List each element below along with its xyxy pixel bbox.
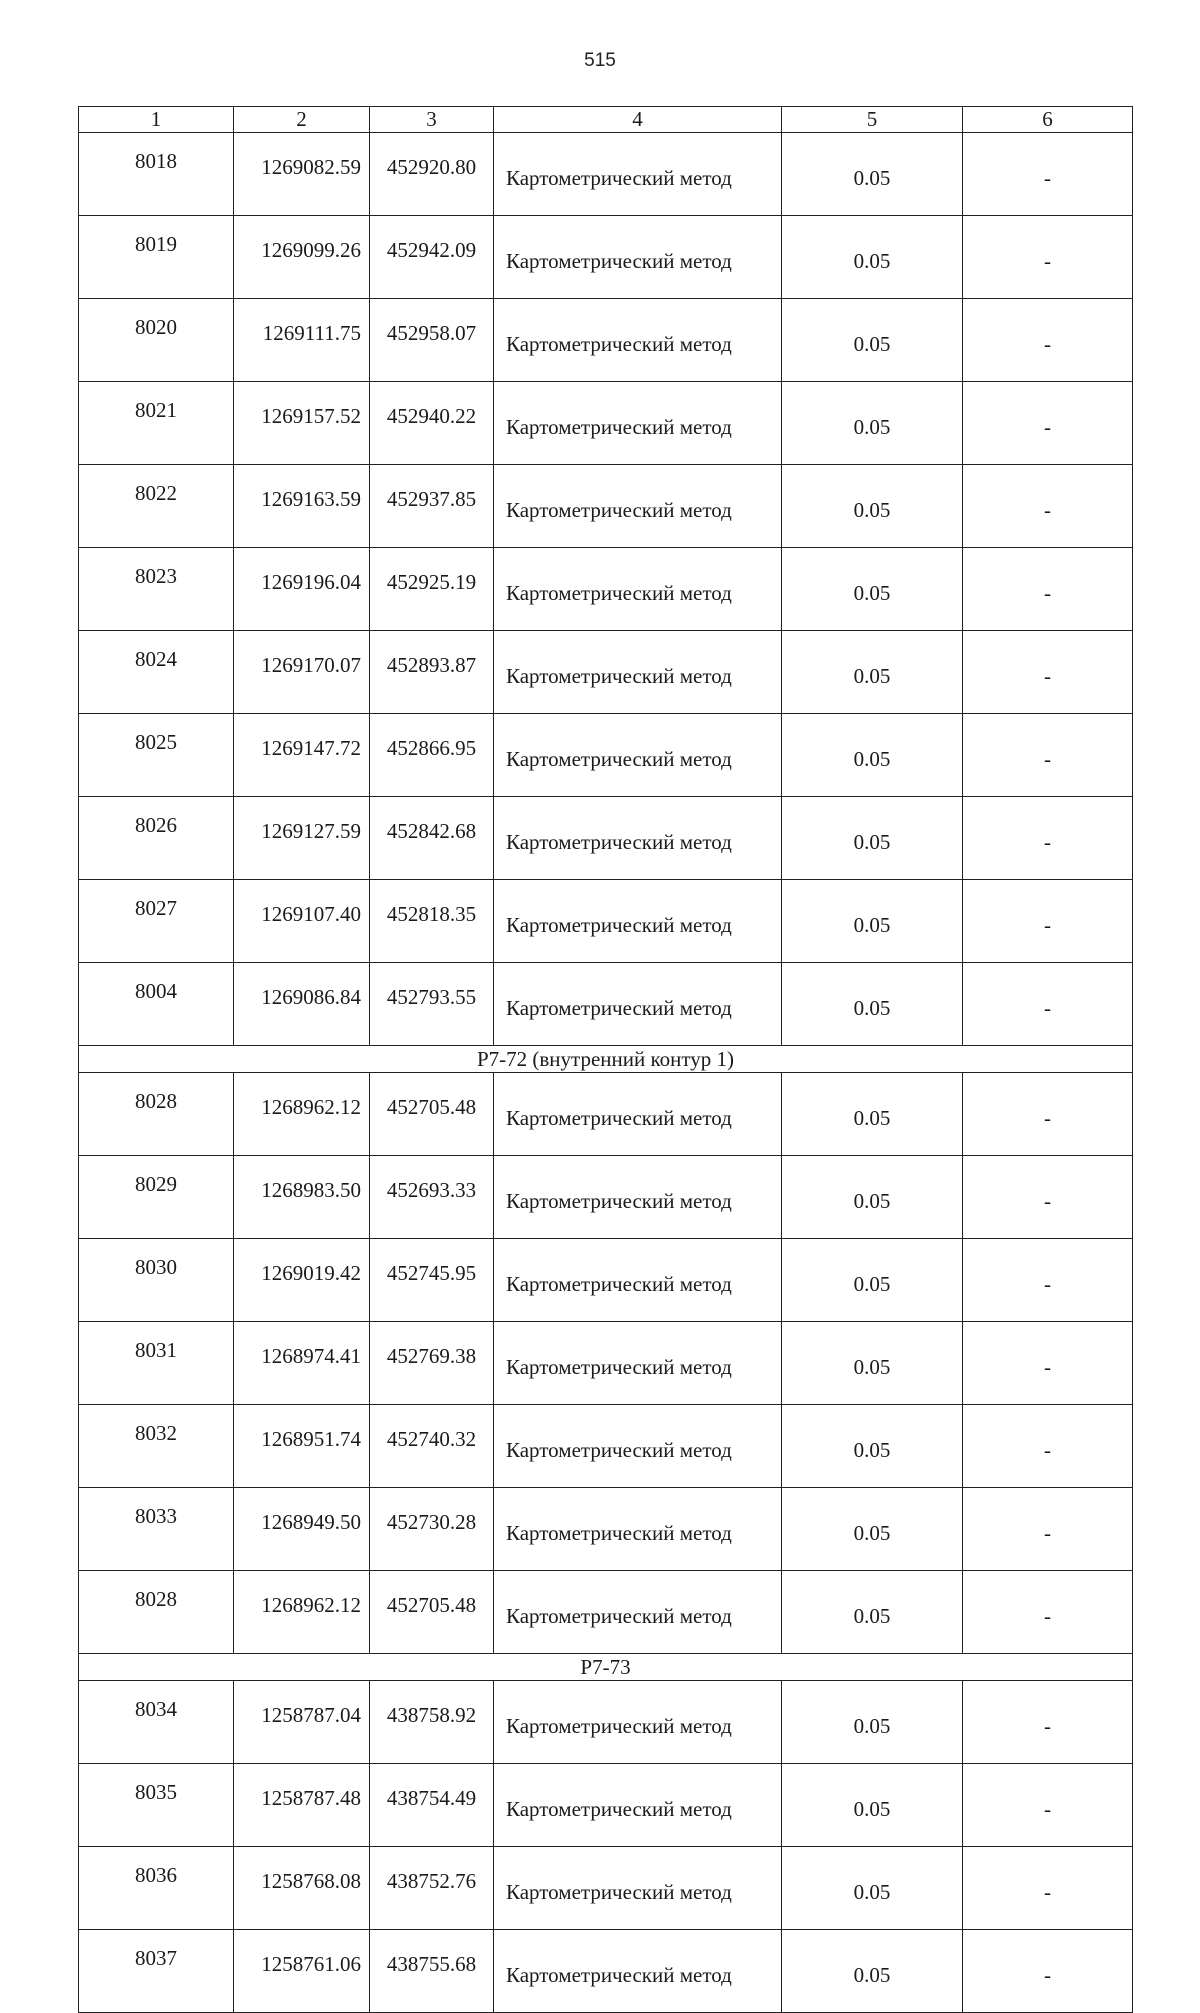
section-title: Р7-72 (внутренний контур 1) — [79, 1046, 1133, 1073]
point-number-cell: 8032 — [79, 1405, 234, 1488]
error-cell: 0.05 — [782, 714, 963, 797]
section-header-row — [79, 1046, 1133, 1073]
y-coordinate-cell: 438758.92 — [370, 1681, 494, 1764]
table-row — [79, 631, 1133, 714]
table-row — [79, 1681, 1133, 1764]
method-cell: Картометрический метод — [494, 963, 782, 1046]
point-number-cell: 8033 — [79, 1488, 234, 1571]
description-cell: - — [963, 880, 1133, 963]
error-cell: 0.05 — [782, 1073, 963, 1156]
y-coordinate-cell: 452705.48 — [370, 1073, 494, 1156]
description-cell: - — [963, 1405, 1133, 1488]
description-cell: - — [963, 1847, 1133, 1930]
x-coordinate-cell: 1269127.59 — [234, 797, 370, 880]
description-cell: - — [963, 797, 1133, 880]
method-cell: Картометрический метод — [494, 714, 782, 797]
y-coordinate-cell: 452940.22 — [370, 382, 494, 465]
method-cell: Картометрический метод — [494, 1488, 782, 1571]
table-row — [79, 1571, 1133, 1654]
x-coordinate-cell: 1269111.75 — [234, 299, 370, 382]
description-cell: - — [963, 382, 1133, 465]
point-number-cell: 8027 — [79, 880, 234, 963]
y-coordinate-cell: 452937.85 — [370, 465, 494, 548]
table-row — [79, 465, 1133, 548]
header-col-3: 3 — [370, 107, 494, 133]
x-coordinate-cell: 1269099.26 — [234, 216, 370, 299]
error-cell: 0.05 — [782, 797, 963, 880]
table-row — [79, 216, 1133, 299]
point-number-cell: 8035 — [79, 1764, 234, 1847]
error-cell: 0.05 — [782, 1488, 963, 1571]
x-coordinate-cell: 1258787.48 — [234, 1764, 370, 1847]
method-cell: Картометрический метод — [494, 1681, 782, 1764]
error-cell: 0.05 — [782, 382, 963, 465]
description-cell: - — [963, 714, 1133, 797]
y-coordinate-cell: 452818.35 — [370, 880, 494, 963]
page-number: 515 — [584, 50, 616, 71]
error-cell: 0.05 — [782, 1847, 963, 1930]
point-number-cell: 8030 — [79, 1239, 234, 1322]
point-number-cell: 8023 — [79, 548, 234, 631]
description-cell: - — [963, 216, 1133, 299]
table-row — [79, 714, 1133, 797]
y-coordinate-cell: 452893.87 — [370, 631, 494, 714]
y-coordinate-cell: 438755.68 — [370, 1930, 494, 2013]
x-coordinate-cell: 1268974.41 — [234, 1322, 370, 1405]
x-coordinate-cell: 1269082.59 — [234, 133, 370, 216]
table-row — [79, 382, 1133, 465]
header-col-1: 1 — [79, 107, 234, 133]
table-row — [79, 299, 1133, 382]
x-coordinate-cell: 1269170.07 — [234, 631, 370, 714]
x-coordinate-cell: 1268962.12 — [234, 1571, 370, 1654]
method-cell: Картометрический метод — [494, 465, 782, 548]
y-coordinate-cell: 452842.68 — [370, 797, 494, 880]
point-number-cell: 8037 — [79, 1930, 234, 2013]
x-coordinate-cell: 1269147.72 — [234, 714, 370, 797]
header-col-4: 4 — [494, 107, 782, 133]
y-coordinate-cell: 452958.07 — [370, 299, 494, 382]
section-header-row — [79, 1654, 1133, 1681]
x-coordinate-cell: 1258761.06 — [234, 1930, 370, 2013]
table-row — [79, 1239, 1133, 1322]
description-cell: - — [963, 548, 1133, 631]
y-coordinate-cell: 452730.28 — [370, 1488, 494, 1571]
table-row — [79, 1847, 1133, 1930]
table-row — [79, 1405, 1133, 1488]
table-row — [79, 880, 1133, 963]
header-col-5: 5 — [782, 107, 963, 133]
x-coordinate-cell: 1268983.50 — [234, 1156, 370, 1239]
x-coordinate-cell: 1268962.12 — [234, 1073, 370, 1156]
x-coordinate-cell: 1268951.74 — [234, 1405, 370, 1488]
point-number-cell: 8034 — [79, 1681, 234, 1764]
x-coordinate-cell: 1269107.40 — [234, 880, 370, 963]
table-row — [79, 963, 1133, 1046]
x-coordinate-cell: 1269157.52 — [234, 382, 370, 465]
method-cell: Картометрический метод — [494, 1930, 782, 2013]
error-cell: 0.05 — [782, 465, 963, 548]
description-cell: - — [963, 1322, 1133, 1405]
y-coordinate-cell: 452920.80 — [370, 133, 494, 216]
method-cell: Картометрический метод — [494, 1156, 782, 1239]
error-cell: 0.05 — [782, 1239, 963, 1322]
x-coordinate-cell: 1269196.04 — [234, 548, 370, 631]
y-coordinate-cell: 452925.19 — [370, 548, 494, 631]
table-row — [79, 548, 1133, 631]
method-cell: Картометрический метод — [494, 1405, 782, 1488]
header-row — [79, 107, 1133, 133]
description-cell: - — [963, 631, 1133, 714]
x-coordinate-cell: 1269019.42 — [234, 1239, 370, 1322]
description-cell: - — [963, 1571, 1133, 1654]
table-row — [79, 1322, 1133, 1405]
error-cell: 0.05 — [782, 548, 963, 631]
error-cell: 0.05 — [782, 1322, 963, 1405]
description-cell: - — [963, 1681, 1133, 1764]
table-row — [79, 1488, 1133, 1571]
method-cell: Картометрический метод — [494, 880, 782, 963]
method-cell: Картометрический метод — [494, 299, 782, 382]
y-coordinate-cell: 452705.48 — [370, 1571, 494, 1654]
error-cell: 0.05 — [782, 880, 963, 963]
y-coordinate-cell: 452740.32 — [370, 1405, 494, 1488]
point-number-cell: 8022 — [79, 465, 234, 548]
y-coordinate-cell: 452769.38 — [370, 1322, 494, 1405]
point-number-cell: 8029 — [79, 1156, 234, 1239]
x-coordinate-cell: 1268949.50 — [234, 1488, 370, 1571]
point-number-cell: 8026 — [79, 797, 234, 880]
table-row — [79, 797, 1133, 880]
error-cell: 0.05 — [782, 299, 963, 382]
method-cell: Картометрический метод — [494, 1239, 782, 1322]
header-col-2: 2 — [234, 107, 370, 133]
section-title: Р7-73 — [79, 1654, 1133, 1681]
point-number-cell: 8025 — [79, 714, 234, 797]
description-cell: - — [963, 1764, 1133, 1847]
header-col-6: 6 — [963, 107, 1133, 133]
y-coordinate-cell: 438754.49 — [370, 1764, 494, 1847]
description-cell: - — [963, 1488, 1133, 1571]
error-cell: 0.05 — [782, 631, 963, 714]
point-number-cell: 8018 — [79, 133, 234, 216]
error-cell: 0.05 — [782, 1764, 963, 1847]
method-cell: Картометрический метод — [494, 631, 782, 714]
coordinates-table — [78, 106, 1133, 2013]
error-cell: 0.05 — [782, 963, 963, 1046]
point-number-cell: 8024 — [79, 631, 234, 714]
description-cell: - — [963, 133, 1133, 216]
point-number-cell: 8019 — [79, 216, 234, 299]
error-cell: 0.05 — [782, 1930, 963, 2013]
error-cell: 0.05 — [782, 1681, 963, 1764]
table-row — [79, 1156, 1133, 1239]
x-coordinate-cell: 1258768.08 — [234, 1847, 370, 1930]
description-cell: - — [963, 299, 1133, 382]
table-row — [79, 133, 1133, 216]
y-coordinate-cell: 438752.76 — [370, 1847, 494, 1930]
point-number-cell: 8031 — [79, 1322, 234, 1405]
x-coordinate-cell: 1258787.04 — [234, 1681, 370, 1764]
point-number-cell: 8036 — [79, 1847, 234, 1930]
y-coordinate-cell: 452745.95 — [370, 1239, 494, 1322]
method-cell: Картометрический метод — [494, 216, 782, 299]
y-coordinate-cell: 452693.33 — [370, 1156, 494, 1239]
y-coordinate-cell: 452942.09 — [370, 216, 494, 299]
error-cell: 0.05 — [782, 216, 963, 299]
method-cell: Картометрический метод — [494, 1847, 782, 1930]
description-cell: - — [963, 1239, 1133, 1322]
method-cell: Картометрический метод — [494, 1073, 782, 1156]
description-cell: - — [963, 1073, 1133, 1156]
point-number-cell: 8020 — [79, 299, 234, 382]
method-cell: Картометрический метод — [494, 548, 782, 631]
method-cell: Картометрический метод — [494, 1571, 782, 1654]
y-coordinate-cell: 452793.55 — [370, 963, 494, 1046]
table-header — [79, 107, 1133, 133]
method-cell: Картометрический метод — [494, 1764, 782, 1847]
point-number-cell: 8004 — [79, 963, 234, 1046]
error-cell: 0.05 — [782, 133, 963, 216]
description-cell: - — [963, 963, 1133, 1046]
table-row — [79, 1930, 1133, 2013]
method-cell: Картометрический метод — [494, 133, 782, 216]
point-number-cell: 8028 — [79, 1073, 234, 1156]
method-cell: Картометрический метод — [494, 797, 782, 880]
error-cell: 0.05 — [782, 1405, 963, 1488]
method-cell: Картометрический метод — [494, 382, 782, 465]
point-number-cell: 8028 — [79, 1571, 234, 1654]
description-cell: - — [963, 1156, 1133, 1239]
error-cell: 0.05 — [782, 1156, 963, 1239]
y-coordinate-cell: 452866.95 — [370, 714, 494, 797]
description-cell: - — [963, 1930, 1133, 2013]
x-coordinate-cell: 1269086.84 — [234, 963, 370, 1046]
table-row — [79, 1764, 1133, 1847]
error-cell: 0.05 — [782, 1571, 963, 1654]
point-number-cell: 8021 — [79, 382, 234, 465]
description-cell: - — [963, 465, 1133, 548]
table-body — [79, 133, 1133, 2013]
method-cell: Картометрический метод — [494, 1322, 782, 1405]
x-coordinate-cell: 1269163.59 — [234, 465, 370, 548]
table-row — [79, 1073, 1133, 1156]
